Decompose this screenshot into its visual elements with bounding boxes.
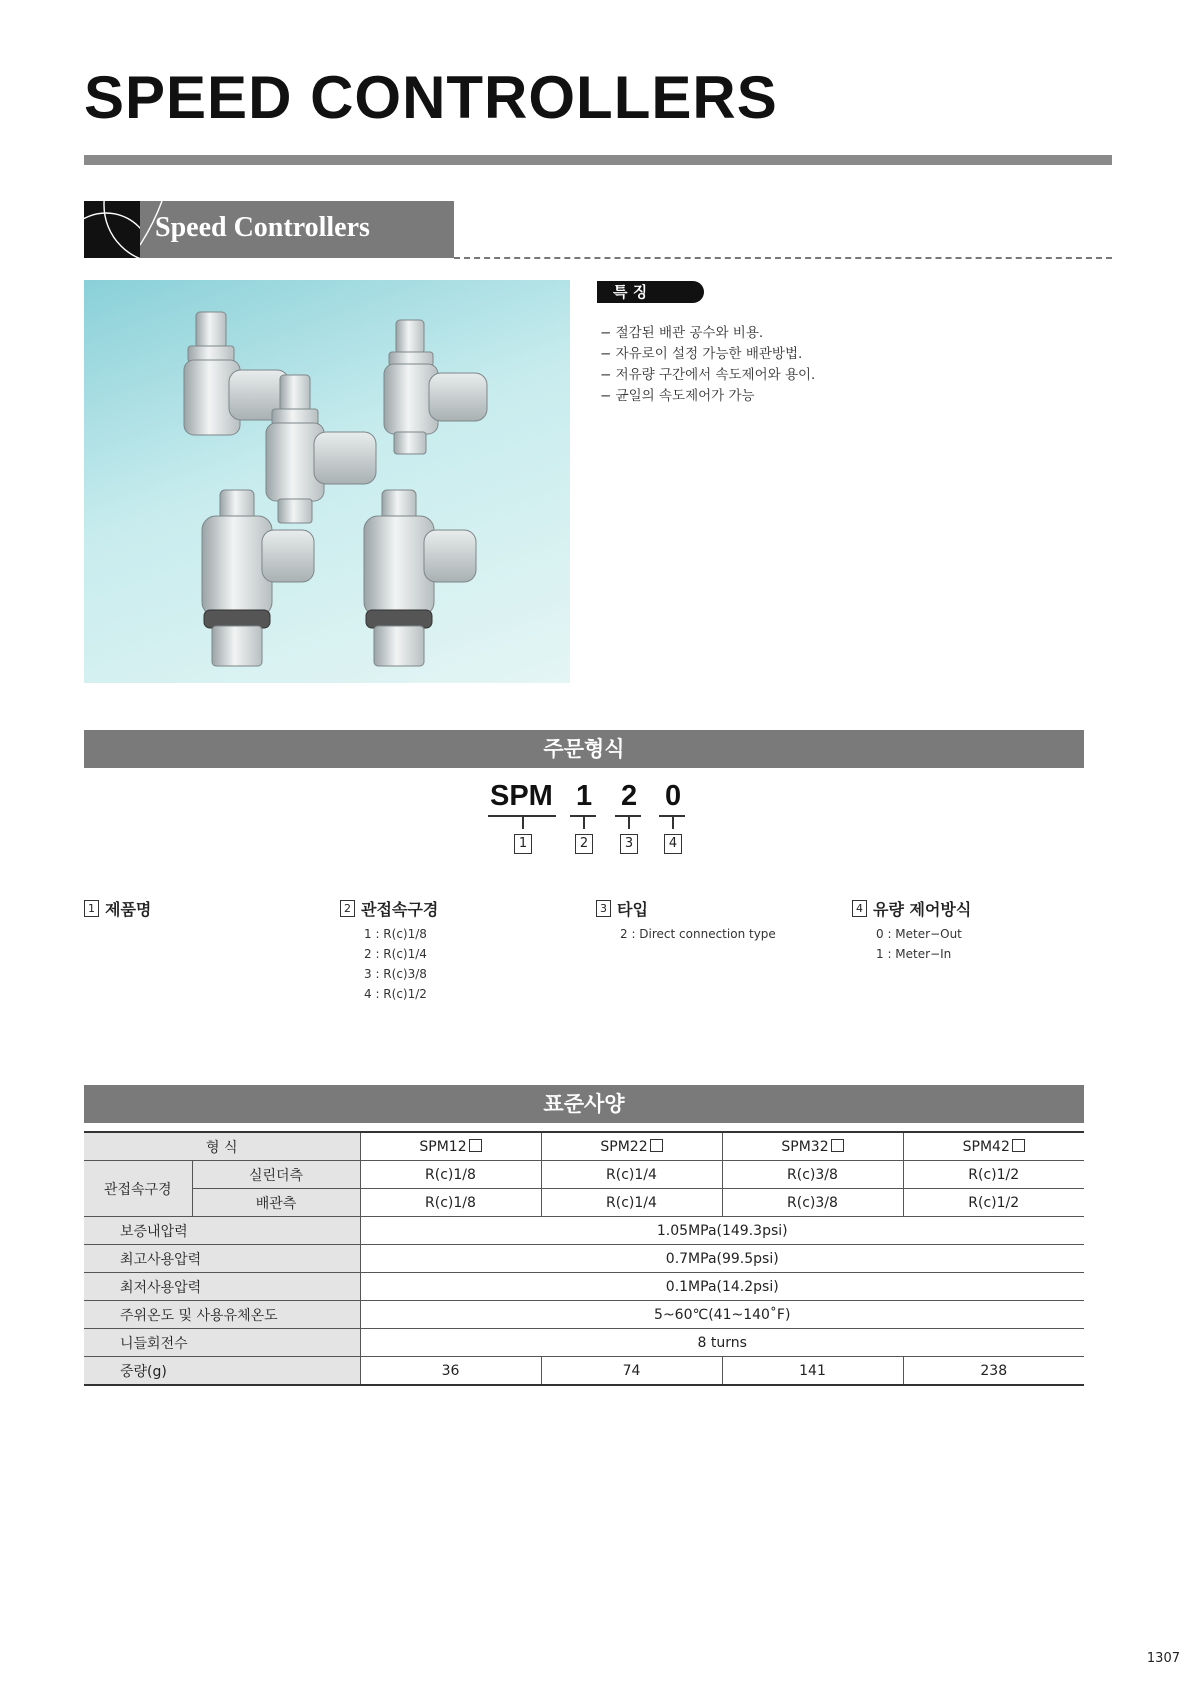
table-row — [84, 1161, 1084, 1189]
page-number: 1307 — [1146, 1651, 1180, 1666]
arc-ornament-icon — [84, 201, 140, 258]
table-cell: 0.7MPa(99.5psi) — [360, 1245, 1084, 1273]
table-cell: R(c)3/8 — [722, 1161, 903, 1189]
checkbox-placeholder-icon — [831, 1139, 844, 1152]
order-code-box: 2 — [575, 834, 593, 854]
checkbox-placeholder-icon — [650, 1139, 663, 1152]
row-label: 중량(g) — [84, 1357, 360, 1386]
row-label: 주위온도 및 사용유체온도 — [84, 1301, 360, 1329]
title-rule — [84, 155, 1112, 165]
option-item: 3 : R(c)3/8 — [364, 967, 427, 981]
option-list — [364, 924, 438, 1004]
option-title: 타입 — [617, 900, 648, 919]
order-code-digit: 0 — [665, 780, 682, 812]
option-number-box: 1 — [84, 900, 99, 917]
feature-item: − 저유량 구간에서 속도제어와 용이. — [600, 367, 816, 383]
order-code-box: 4 — [664, 834, 682, 854]
checkbox-placeholder-icon — [1012, 1139, 1025, 1152]
model-cell: SPM42 — [903, 1132, 1084, 1161]
table-row — [84, 1301, 1084, 1329]
feature-item: − 자유로이 설정 가능한 배관방법. — [600, 346, 803, 362]
spec-table — [84, 1131, 1084, 1386]
piping-side-label: 배관측 — [192, 1189, 360, 1217]
table-row — [84, 1357, 1084, 1386]
features-list — [600, 323, 815, 407]
table-cell: 1.05MPa(149.3psi) — [360, 1217, 1084, 1245]
code-connector — [672, 815, 674, 829]
row-label: 보증내압력 — [84, 1217, 360, 1245]
table-cell: R(c)3/8 — [722, 1189, 903, 1217]
features-badge: 특 징 — [597, 281, 704, 303]
table-cell: 5~60℃(41~140˚F) — [360, 1301, 1084, 1329]
feature-item: − 절감된 배관 공수와 비용. — [600, 325, 764, 341]
row-label: 최고사용압력 — [84, 1245, 360, 1273]
table-row — [84, 1217, 1084, 1245]
option-product-name — [84, 897, 151, 920]
table-cell: 36 — [360, 1357, 541, 1386]
row-label: 최저사용압력 — [84, 1273, 360, 1301]
option-type — [596, 897, 776, 944]
table-cell: 0.1MPa(14.2psi) — [360, 1273, 1084, 1301]
table-cell: R(c)1/4 — [541, 1161, 722, 1189]
table-cell: R(c)1/2 — [903, 1189, 1084, 1217]
option-item: 0 : Meter−Out — [876, 927, 962, 941]
order-code-digit: 1 — [576, 780, 593, 812]
model-cell: SPM22 — [541, 1132, 722, 1161]
page-title: SPEED CONTROLLERS — [84, 64, 778, 131]
table-cell: 8 turns — [360, 1329, 1084, 1357]
row-label: 니들회전수 — [84, 1329, 360, 1357]
order-code-prefix: SPM — [490, 780, 553, 812]
option-flow-control — [852, 897, 971, 964]
table-row — [84, 1132, 1084, 1161]
table-cell: R(c)1/4 — [541, 1189, 722, 1217]
checkbox-placeholder-icon — [469, 1139, 482, 1152]
option-number-box: 3 — [596, 900, 611, 917]
model-cell: SPM32 — [722, 1132, 903, 1161]
speed-controller-illustration — [84, 280, 570, 683]
model-cell: SPM12 — [360, 1132, 541, 1161]
table-cell: R(c)1/2 — [903, 1161, 1084, 1189]
table-cell: R(c)1/8 — [360, 1189, 541, 1217]
order-code-box: 3 — [620, 834, 638, 854]
product-photo — [84, 280, 570, 683]
order-code-digit: 2 — [621, 780, 638, 812]
order-code-box: 1 — [514, 834, 532, 854]
table-row — [84, 1273, 1084, 1301]
model-label: 형 식 — [84, 1132, 360, 1161]
banner-ornament — [84, 201, 140, 258]
option-number-box: 4 — [852, 900, 867, 917]
option-list — [620, 924, 776, 944]
option-number-box: 2 — [340, 900, 355, 917]
option-item: 1 : R(c)1/8 — [364, 927, 427, 941]
order-code — [484, 782, 704, 862]
option-list — [876, 924, 971, 964]
option-title: 제품명 — [105, 900, 152, 919]
option-title: 유량 제어방식 — [873, 900, 972, 919]
specs-header: 표준사양 — [84, 1085, 1084, 1123]
table-row — [84, 1245, 1084, 1273]
table-cell: R(c)1/8 — [360, 1161, 541, 1189]
code-connector — [583, 815, 585, 829]
section-title: Speed Controllers — [155, 212, 370, 243]
table-cell: 74 — [541, 1357, 722, 1386]
code-connector — [522, 815, 524, 829]
option-title: 관접속구경 — [361, 900, 439, 919]
option-item: 2 : R(c)1/4 — [364, 947, 427, 961]
option-port-size — [340, 897, 438, 1004]
option-item: 4 : R(c)1/2 — [364, 987, 427, 1001]
code-connector — [628, 815, 630, 829]
feature-item: − 균일의 속도제어가 가능 — [600, 388, 755, 404]
option-item: 2 : Direct connection type — [620, 927, 776, 941]
option-item: 1 : Meter−In — [876, 947, 952, 961]
table-cell: 238 — [903, 1357, 1084, 1386]
port-group-label: 관접속구경 — [84, 1161, 192, 1217]
table-row — [84, 1189, 1084, 1217]
dashed-divider — [454, 257, 1112, 259]
table-row — [84, 1329, 1084, 1357]
ordering-header: 주문형식 — [84, 730, 1084, 768]
table-cell: 141 — [722, 1357, 903, 1386]
cylinder-side-label: 실린더측 — [192, 1161, 360, 1189]
